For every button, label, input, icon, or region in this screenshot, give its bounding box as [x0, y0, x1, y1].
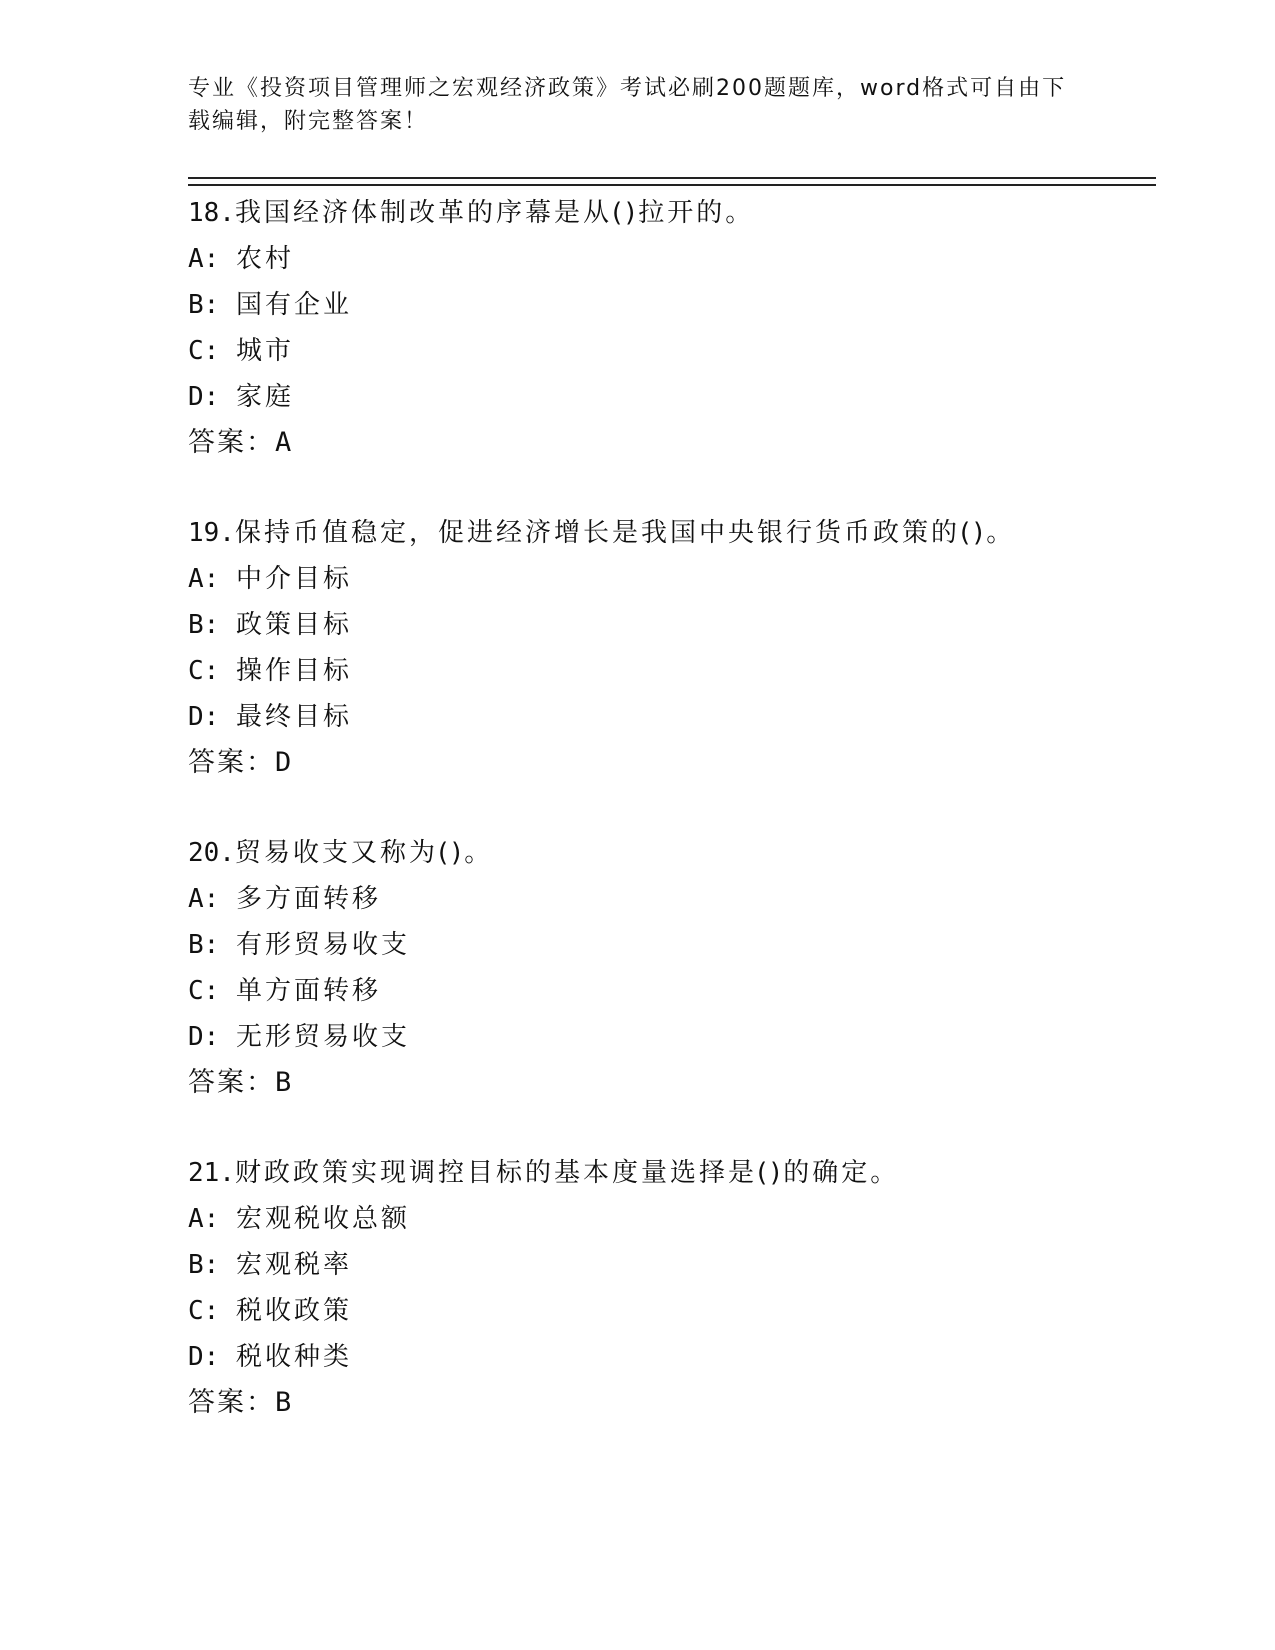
answer-line [188, 1060, 1148, 1106]
answer-label: 答案： [188, 427, 275, 458]
question-stem [188, 1150, 1148, 1196]
option-c [188, 968, 1148, 1014]
question-stem [188, 190, 1148, 236]
option-text: 税收种类 [236, 1342, 353, 1372]
option-a [188, 1196, 1148, 1242]
answer-value: D [275, 747, 292, 778]
answer-value: B [275, 1387, 292, 1418]
question-text: 贸易收支又称为()。 [234, 838, 494, 868]
option-d [188, 374, 1148, 420]
question-stem [188, 510, 1148, 556]
option-text: 家庭 [236, 382, 295, 412]
option-c [188, 328, 1148, 374]
option-letter: D: [188, 1342, 220, 1372]
option-letter: C: [188, 1296, 220, 1326]
answer-value: A [275, 427, 292, 458]
option-a [188, 556, 1148, 602]
option-b [188, 602, 1148, 648]
header-divider-bottom [188, 184, 1156, 186]
option-letter: D: [188, 702, 220, 732]
option-text: 最终目标 [236, 702, 353, 732]
question-block-21 [188, 1150, 1148, 1426]
option-text: 政策目标 [236, 610, 353, 640]
option-letter: B: [188, 610, 220, 640]
option-letter: A: [188, 1204, 220, 1234]
option-a [188, 236, 1148, 282]
option-text: 操作目标 [236, 656, 353, 686]
option-c [188, 1288, 1148, 1334]
question-block-20 [188, 830, 1148, 1106]
option-letter: C: [188, 976, 220, 1006]
option-c [188, 648, 1148, 694]
option-letter: B: [188, 930, 220, 960]
option-b [188, 922, 1148, 968]
question-stem [188, 830, 1148, 876]
option-letter: D: [188, 1022, 220, 1052]
option-text: 单方面转移 [236, 976, 382, 1006]
option-text: 宏观税收总额 [236, 1204, 411, 1234]
question-number: 18. [188, 198, 235, 228]
answer-label: 答案： [188, 747, 275, 778]
option-b [188, 282, 1148, 328]
question-number: 20. [188, 838, 235, 868]
answer-value: B [275, 1067, 292, 1098]
option-letter: A: [188, 564, 220, 594]
option-text: 国有企业 [236, 290, 353, 320]
option-d [188, 1014, 1148, 1060]
option-d [188, 1334, 1148, 1380]
option-letter: A: [188, 884, 220, 914]
option-letter: D: [188, 382, 220, 412]
question-text: 财政政策实现调控目标的基本度量选择是()的确定。 [234, 1158, 900, 1188]
option-letter: B: [188, 1250, 220, 1280]
option-letter: B: [188, 290, 220, 320]
option-text: 宏观税率 [236, 1250, 353, 1280]
option-letter: A: [188, 244, 220, 274]
option-d [188, 694, 1148, 740]
answer-line [188, 1380, 1148, 1426]
answer-line [188, 420, 1148, 466]
option-text: 中介目标 [236, 564, 353, 594]
question-number: 21. [188, 1158, 235, 1188]
header-divider-top [188, 177, 1156, 179]
option-text: 税收政策 [236, 1296, 353, 1326]
answer-label: 答案： [188, 1387, 275, 1418]
option-letter: C: [188, 656, 220, 686]
option-a [188, 876, 1148, 922]
option-text: 多方面转移 [236, 884, 382, 914]
answer-line [188, 740, 1148, 786]
option-letter: C: [188, 336, 220, 366]
document-header: 专业《投资项目管理师之宏观经济政策》考试必刷200题题库，word格式可自由下载编辑，附完整答案！ [188, 76, 1067, 134]
answer-label: 答案： [188, 1067, 275, 1098]
question-number: 19. [188, 518, 235, 548]
question-block-18 [188, 190, 1148, 466]
option-text: 无形贸易收支 [236, 1022, 411, 1052]
option-text: 城市 [236, 336, 295, 366]
option-text: 农村 [236, 244, 295, 274]
option-text: 有形贸易收支 [236, 930, 411, 960]
question-block-19 [188, 510, 1148, 786]
question-text: 我国经济体制改革的序幕是从()拉开的。 [234, 198, 755, 228]
option-b [188, 1242, 1148, 1288]
question-text: 保持币值稳定，促进经济增长是我国中央银行货币政策的()。 [234, 518, 1016, 548]
